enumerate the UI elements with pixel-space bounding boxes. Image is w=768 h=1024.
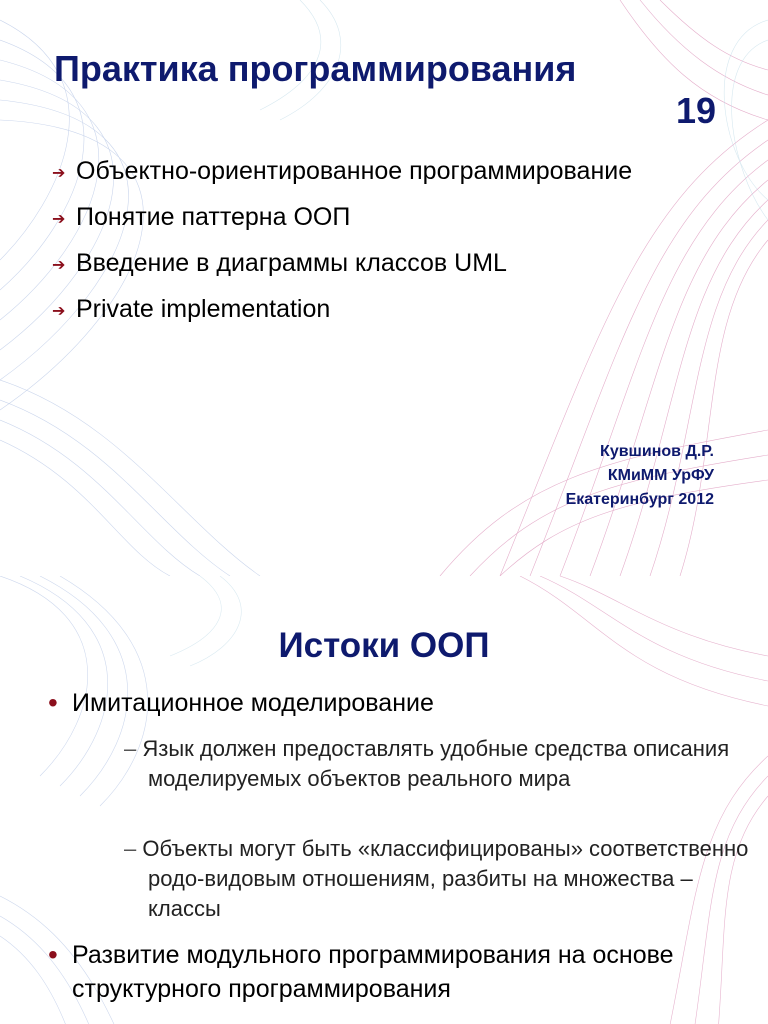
bullet-dot-icon: •	[48, 939, 58, 970]
title-line-1: Практика программирования	[54, 48, 577, 89]
arrow-bullet-icon: ➔	[52, 257, 66, 274]
arrow-bullet-icon: ➔	[52, 211, 66, 228]
list-item: • Имитационное моделирование	[48, 687, 434, 718]
dash-bullet-icon: –	[124, 836, 143, 861]
list-item: • Развитие модульного программирования на основе структурного программирования	[48, 939, 674, 1003]
sub-list-item: – Язык должен предоставлять удобные средства описания моделируемых объектов реального мира	[124, 736, 730, 791]
author-block	[566, 440, 714, 512]
author-place-year: Екатеринбург 2012	[565, 491, 714, 508]
list-item: ➔ Введение в диаграммы классов UML	[52, 246, 712, 280]
list-item: ➔ Понятие паттерна ООП	[52, 200, 712, 234]
arrow-bullet-icon: ➔	[52, 303, 66, 320]
list-item: ➔ Объектно-ориентированное программирование	[52, 154, 712, 188]
list-item: ➔ Private implementation	[52, 292, 712, 326]
author-name: Кувшинов Д.Р.	[600, 443, 714, 460]
sub-list-item: – Объекты могут быть «классифицированы» соответственно родо-видовым отношениям, разбиты на множества – классы	[124, 836, 749, 921]
slide-2-title: Истоки ООП	[278, 626, 490, 665]
title-line-2: 19	[675, 90, 716, 131]
slide-1-title	[40, 48, 716, 132]
arrow-bullet-icon: ➔	[52, 165, 66, 182]
slide-2	[0, 576, 768, 1024]
slide-1-bullet-list	[52, 154, 712, 338]
author-org: КМиММ УрФУ	[607, 467, 714, 484]
dash-bullet-icon: –	[124, 736, 143, 761]
bullet-dot-icon: •	[48, 687, 58, 718]
